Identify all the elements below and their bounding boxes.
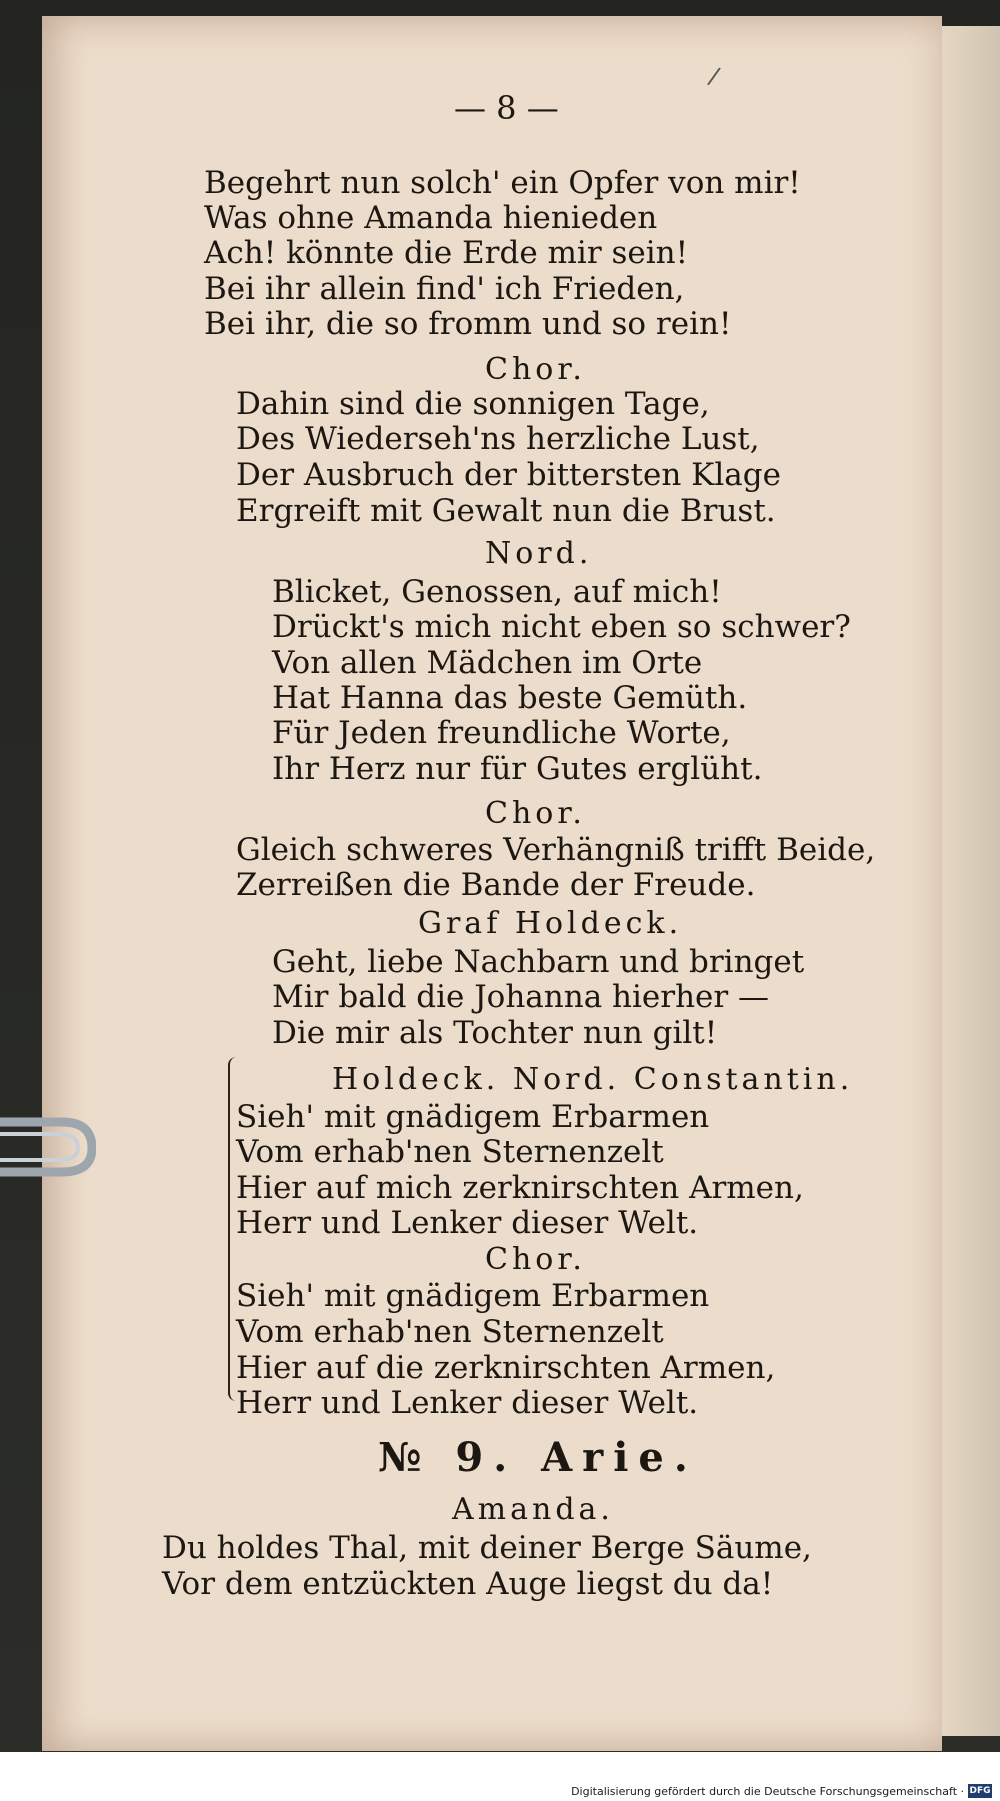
speaker-heading: Chor. [485,352,586,387]
page-number: — 8 — [454,89,559,127]
verse-line: Herr und Lenker dieser Welt. [236,1205,699,1241]
verse-line: Sieh' mit gnädigem Erbarmen [236,1099,710,1135]
verse-line: Was ohne Amanda hienieden [204,200,658,236]
paper-clip-icon [0,1092,96,1202]
verse-line: Der Ausbruch der bittersten Klage [236,457,781,493]
verse-line: Ergreift mit Gewalt nun die Brust. [236,493,776,529]
verse-line: Von allen Mädchen im Orte [272,645,703,681]
aria-title: № 9. Arie. [378,1434,698,1481]
speaker-heading: Nord. [485,536,593,571]
verse-line: Herr und Lenker dieser Welt. [236,1385,699,1421]
verse-line: Vom erhab'nen Sternenzelt [236,1134,664,1170]
verse-line: Sieh' mit gnädigem Erbarmen [236,1278,710,1314]
speaker-heading: Graf Holdeck. [418,906,683,941]
verse-line: Ihr Herz nur für Gutes erglüht. [272,751,763,787]
speaker-heading: Chor. [485,1242,586,1277]
verse-line: Die mir als Tochter nun gilt! [272,1015,718,1051]
verse-line: Dahin sind die sonnigen Tage, [236,386,710,422]
verse-line: Bei ihr allein find' ich Frieden, [204,271,685,307]
next-page-edge [938,26,1000,1736]
verse-line: Zerreißen die Bande der Freude. [236,867,756,903]
verse-line: Blicket, Genossen, auf mich! [272,574,722,610]
verse-line: Hier auf mich zerknirschten Armen, [236,1170,804,1206]
pencil-mark: / [705,61,723,91]
verse-line: Begehrt nun solch' ein Opfer von mir! [204,165,801,201]
verse-line: Vor dem entzückten Auge liegst du da! [162,1566,774,1602]
speaker-heading: Amanda. [452,1492,614,1527]
verse-line: Du holdes Thal, mit deiner Berge Säume, [162,1530,812,1566]
digitization-credit: Digitalisierung gefördert durch die Deutsche Forschungsgemeinschaft · [571,1785,964,1798]
speaker-heading: Holdeck. Nord. Constantin. [332,1062,854,1097]
verse-line: Geht, liebe Nachbarn und bringet [272,944,805,980]
verse-line: Hat Hanna das beste Gemüth. [272,680,748,716]
verse-line: Bei ihr, die so fromm und so rein! [204,306,732,342]
verse-line: Hier auf die zerknirschten Armen, [236,1350,776,1386]
verse-line: Vom erhab'nen Sternenzelt [236,1314,664,1350]
verse-line: Drückt's mich nicht eben so schwer? [272,609,851,645]
verse-line: Für Jeden freundliche Worte, [272,715,731,751]
verse-line: Des Wiederseh'ns herzliche Lust, [236,421,760,457]
verse-line: Gleich schweres Verhängniß trifft Beide, [236,832,876,868]
verse-line: Mir bald die Johanna hierher — [272,979,770,1015]
speaker-heading: Chor. [485,796,586,831]
dfg-logo: DFG [969,1786,991,1796]
verse-line: Ach! könnte die Erde mir sein! [204,235,689,271]
